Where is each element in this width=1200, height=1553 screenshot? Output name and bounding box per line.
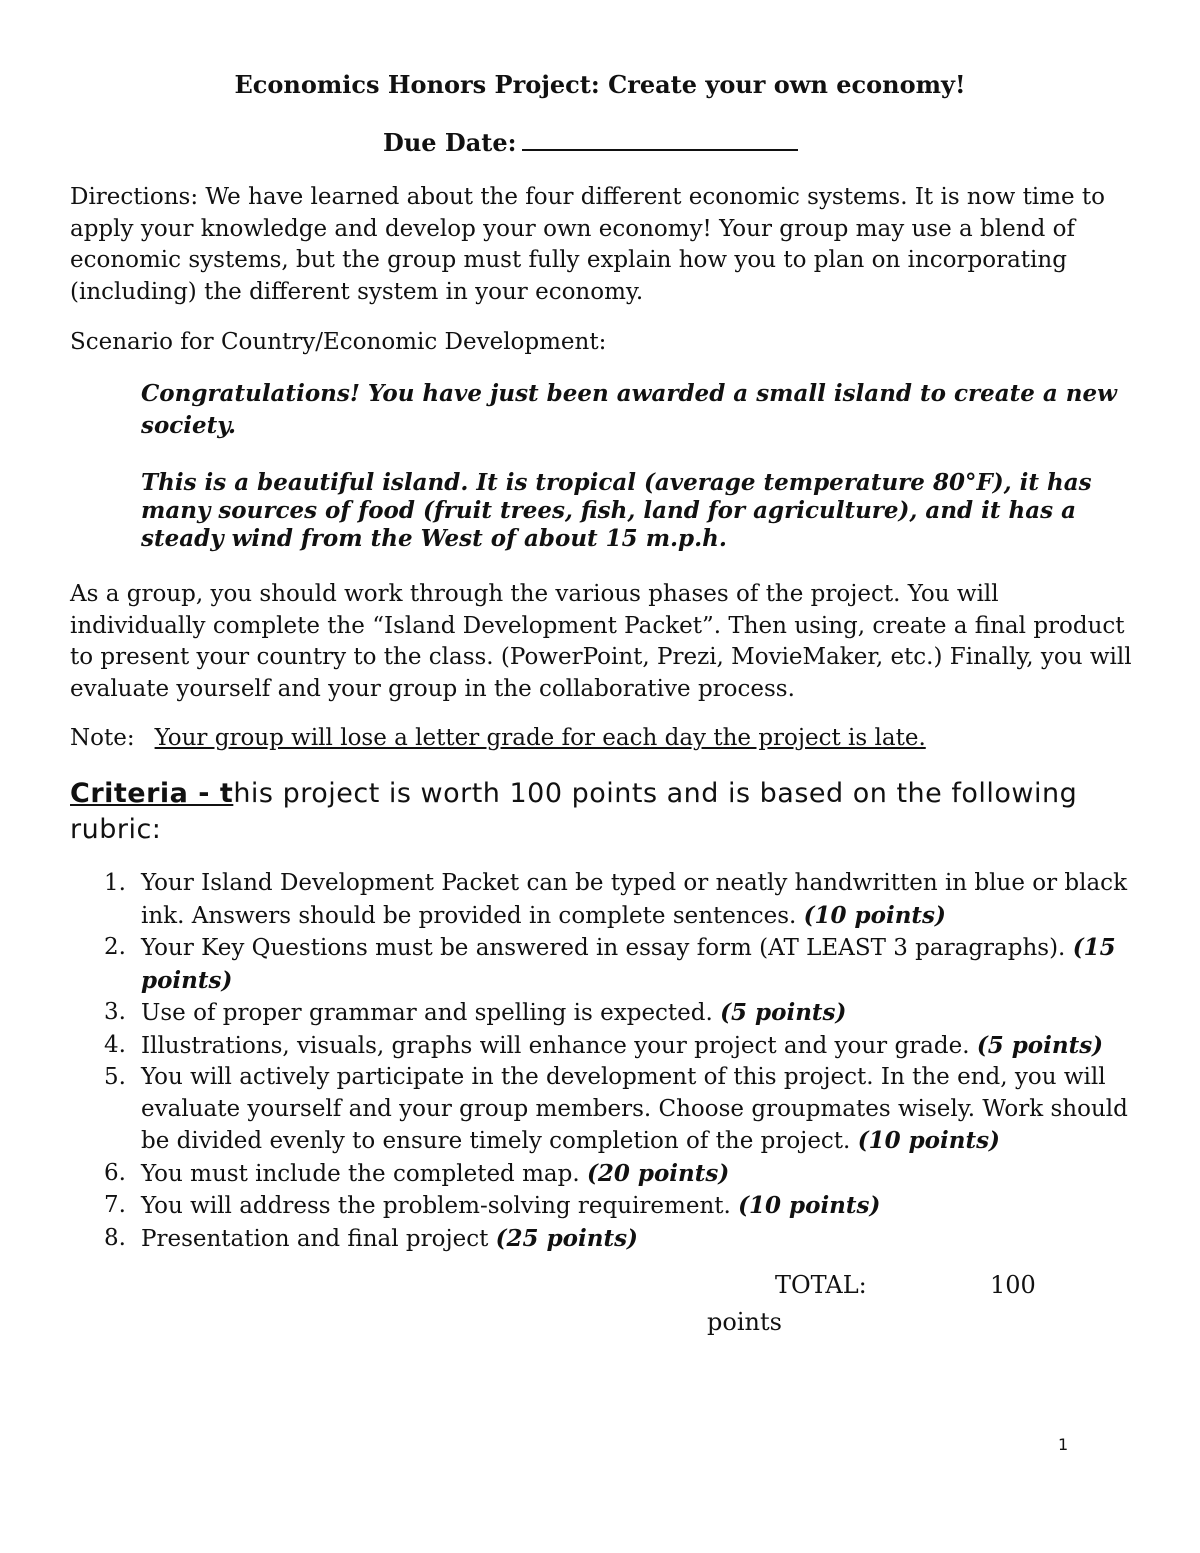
rubric-item-points: (15 points) — [141, 934, 1116, 994]
rubric-item — [100, 1158, 1140, 1191]
note-label: Note: — [70, 725, 135, 751]
rubric-item — [100, 868, 1140, 932]
rubric-item-text: Your Key Questions must be answered in essay form (AT LEAST 3 paragraphs). — [141, 935, 1073, 961]
rubric-item-points: (5 points) — [976, 1031, 1104, 1059]
rubric-item-number: 7. — [104, 1192, 126, 1218]
rubric-item — [100, 1190, 1140, 1223]
rubric-item-number: 4. — [104, 1031, 126, 1058]
total-unit: points — [707, 1308, 782, 1336]
rubric-item-number: 2. — [104, 934, 126, 960]
rubric-item-points: (10 points) — [857, 1127, 1000, 1154]
group-work-paragraph: As a group, you should work through the various phases of the project. You will individually complete the “Island Development Packet”. Then using, create a final product to present your country to the class. (PowerPoint, Prezi, MovieMaker, etc.) Finally, you will evaluate yourself and your group in the collaborative process. — [70, 581, 1132, 702]
rubric-item-text: You will address the problem-solving requirement. — [141, 1193, 739, 1219]
rubric-item-points: (5 points) — [720, 999, 847, 1026]
rubric-item-text: Your Island Development Packet can be typed or neatly handwritten in blue or black ink. Answers should be provided in complete sentences. — [141, 870, 1128, 929]
rubric-item — [100, 1030, 1140, 1063]
rubric-item-text: Use of proper grammar and spelling is expected. — [141, 1000, 721, 1026]
criteria-intro — [70, 776, 1150, 848]
rubric-item-number: 1. — [104, 870, 126, 896]
rubric-item-number: 8. — [104, 1224, 126, 1251]
rubric-item — [100, 932, 1140, 997]
rubric-item-number: 5. — [104, 1064, 126, 1090]
rubric-item-number: 3. — [104, 999, 126, 1025]
rubric-item — [100, 1062, 1140, 1158]
rubric-item-points: (10 points) — [803, 901, 946, 929]
total-value: 100 — [990, 1271, 1036, 1299]
page-number: 1 — [1058, 1435, 1069, 1454]
scenario-heading: Scenario for Country/Economic Development: — [70, 329, 607, 355]
scenario-paragraph-2: This is a beautiful island. It is tropical (average temperature 80°F), it has many sources of food (fruit trees, fish, land for agriculture), and it has a steady wind from the West of about 15 m.p.h. — [141, 469, 1092, 552]
directions-paragraph: Directions: We have learned about the four different economic systems. It is now time to apply your knowledge and develop your own economy! Your group may use a blend of economic systems, but the group must fully explain how you to plan on incorporating (including) the different system in your economy. — [70, 184, 1106, 305]
note-text: Your group will lose a letter grade for each day the project is late. — [154, 725, 926, 751]
rubric-item-text: You will actively participate in the development of this project. In the end, you will evaluate yourself and your group members. Choose groupmates wisely. Work should be divided evenly to ensure timely completion of the project. — [141, 1064, 1128, 1154]
late-note — [70, 725, 926, 751]
due-date-line — [383, 128, 798, 157]
rubric-item — [100, 997, 1140, 1030]
scenario-paragraph-1: Congratulations! You have just been awarded a small island to create a new society. — [141, 380, 1117, 439]
total-label: TOTAL: — [775, 1271, 867, 1299]
rubric-item-text: Illustrations, visuals, graphs will enhance your project and your grade. — [141, 1032, 977, 1059]
criteria-text: his project is worth 100 points and is based on the following rubric: — [70, 778, 1078, 845]
rubric-item-text: You must include the completed map. — [141, 1160, 587, 1187]
rubric-item — [100, 1223, 1140, 1256]
criteria-label: Criteria - t — [70, 778, 234, 809]
page-title: Economics Honors Project: Create your own economy! — [234, 70, 966, 99]
rubric-item-points: (20 points) — [586, 1159, 730, 1187]
rubric-item-points: (25 points) — [495, 1224, 638, 1252]
rubric-item-points: (10 points) — [738, 1192, 881, 1219]
rubric-list — [100, 868, 1140, 1255]
due-date-blank — [522, 131, 798, 151]
rubric-item-number: 6. — [104, 1159, 126, 1186]
rubric-item-text: Presentation and final project — [141, 1225, 496, 1252]
due-date-label: Due Date: — [383, 128, 517, 157]
